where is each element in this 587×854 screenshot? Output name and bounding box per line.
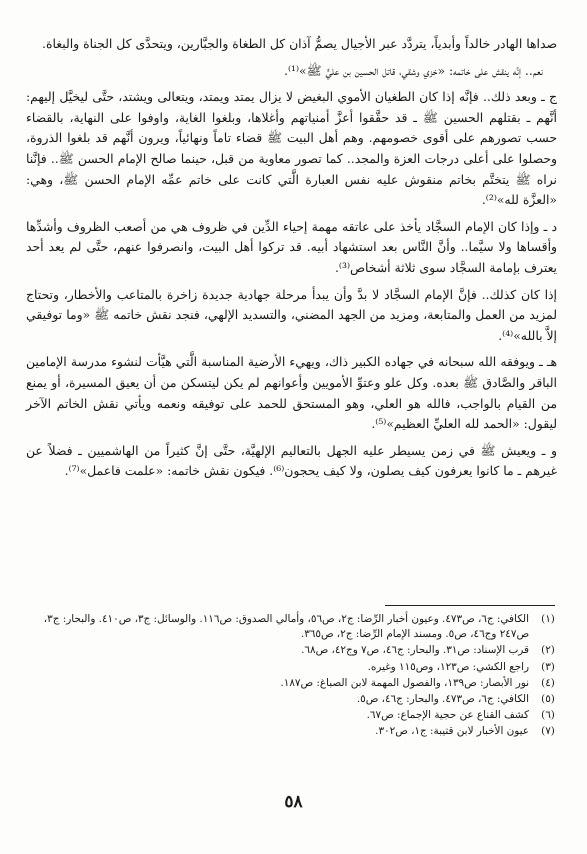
footnote-text: قرب الإسناد: ص٣١. والبحار: ج٤٦، ص٧ وج٤٢، ص٦٨.	[301, 644, 529, 657]
main-text	[26, 34, 557, 488]
footnote-text: عيون الأخبار لابن قتيبة: ج١، ص٣٠٢.	[375, 725, 529, 738]
footnote	[26, 676, 557, 691]
footnote-text: نور الأبصار: ص١٣٩، والفصول المهمة لابن الصباغ: ص١٨٧.	[280, 676, 529, 689]
footnote-text: الكافي: ج٦، ص٤٧٣. وعيون أخبار الرِّضا: ج٢، ص٥٦، وأمالي الصدوق: ص١١٦. والوسائل: ج٣، ص٤١٠. والبحار: ج٣، ص٢٤٧ وج٤٦، ص٥. ومسند الإمام الرِّضا: ج٢، ص٣٦٥.	[43, 613, 529, 641]
footnote	[26, 643, 557, 658]
footnote-number: (١)	[541, 613, 555, 625]
footnote-number: (٣)	[541, 660, 555, 673]
footnote-text: الكافي: ج٦، ص٤٧٣. والبحار: ج٤٦، ص٥.	[356, 693, 529, 706]
footnote	[26, 708, 557, 723]
paragraph: صداها الهادر خالداً وأبدياً، يتردَّد عبر الأجيال يصمُّ آذان كل الطغاة والجبَّارين، ويتحدَّى كل الجناة والبغاة.	[42, 36, 557, 51]
footnote-number: (٢)	[541, 644, 555, 657]
footnote-divider	[385, 605, 555, 606]
paragraph: د ـ وإذا كان الإمام السجَّاد يأخذ على عاتقه مهمة إحياء الدِّين في ظروف هي من أصعب الظروف وأشدِّها وأقساها ولا سيَّما.. وأنَّ النَّاس بعد استشهاد أبيه. قد تركوا أهل البيت، وانصرفوا عنهم، حتَّى لم يعد أحد يعترف بإمامة السجَّاد سوى ثلاثة أشخاص⁽³⁾.	[26, 218, 557, 275]
footnote-number: (٦)	[541, 709, 555, 722]
paragraph: هـ ـ ويوفقه الله سبحانه في جهاده الكبير ذاك، ويهيء الأرضية المناسبة الَّتي هيَّأت لنشوء مدرسة الإمامين الباقر والصَّادق ﷺ بعده. وكل علو وعتوِّ الأمويين وأعوانهم لم يكن ليتسكن من أن يعيق المسيرة، أو يمنع من القيام بالواجب، فالله هو العلي، وهو المستحق للحمد على توفيقه ونعمه ويأتي نقش الخاتم الآخر ليقول: «الحمد لله العليِّ العظيم»⁽⁵⁾.	[26, 354, 557, 432]
footnote-text: كشف القناع عن حجية الإجماع: ص٦٧.	[366, 709, 529, 722]
footnote-number: (٤)	[541, 676, 555, 689]
paragraph: و ـ ويعيش ﷺ في زمن يسيطر عليه الجهل بالتعاليم الإلهيَّة، حتَّى إنَّ كثيراً من الهاشميين ـ فضلاً عن غيرهم ـ ما كانوا يعرفون كيف يصلون، ولا كيف يحجون⁽⁶⁾. فيكون نقش خاتمه: «علمت فاعمل»⁽⁷⁾.	[26, 442, 557, 479]
paragraph: نعم.. إنَّه ينقش على خاتمه: «خزي وشقي، قاتل الحسين بن عليٍّ ﷺ»⁽¹⁾.	[284, 62, 543, 78]
footnote-number: (٧)	[541, 725, 555, 738]
footnote	[26, 660, 557, 675]
footnote-number: (٥)	[541, 693, 555, 706]
page-number: ٥٨	[284, 792, 303, 812]
footnote	[26, 724, 557, 739]
footnote	[26, 692, 557, 707]
paragraph: ج ـ وبعد ذلك.. فإنَّه إذا كان الطغيان الأموي البغيض لا يزال يمتد ويمتد، ويتعالى ويشتد، حتَّى ليخيَّل إليهم: أنَّهم ـ بقتلهم الحسين ﷺ ـ قد حقَّقوا أعزَّ أمنياتهم وأغلاها، وبلغوا الغاية، واوفوا على النهاية، بالقضاء حسب تصورهم على أقوى خصومهم. وهم أهل البيت ﷺ قضاء تاماً ونهائياً، ويرون أنَّهم قد بلغوا الذروة، وحصلوا على أعلى درجات العزة والمجد.. كما تصور معاوية من قبل، حينما صالح الإمام الحسن ﷺ.. فإنَّنا نراه ﷺ يتختَّم بخاتم منقوش عليه نفس العبارة الَّتي كانت على خاتم عمِّه الإمام الحسن ﷺ، وهي: «العزَّة لله»⁽²⁾.	[26, 89, 557, 208]
paragraph: إذا كان كذلك.. فإنَّ الإمام السجَّاد لا بدَّ وأن يبدأ مرحلة جهادية جديدة زاخرة بالمتاعب والأخطار، وتحتاج لمزيد من العمل والمتابعة، ومزيد من الجهد المضني، والتسديد الإلهي، فنجد نقش خاتمه ﷺ «وما توفيقي إلاَّ بالله»⁽⁴⁾.	[26, 286, 557, 343]
footnote-text: راجع الكشي: ص١٢٣، وص١١٥ وغيره.	[367, 660, 529, 673]
footnote	[26, 612, 557, 642]
footnotes	[26, 612, 557, 741]
